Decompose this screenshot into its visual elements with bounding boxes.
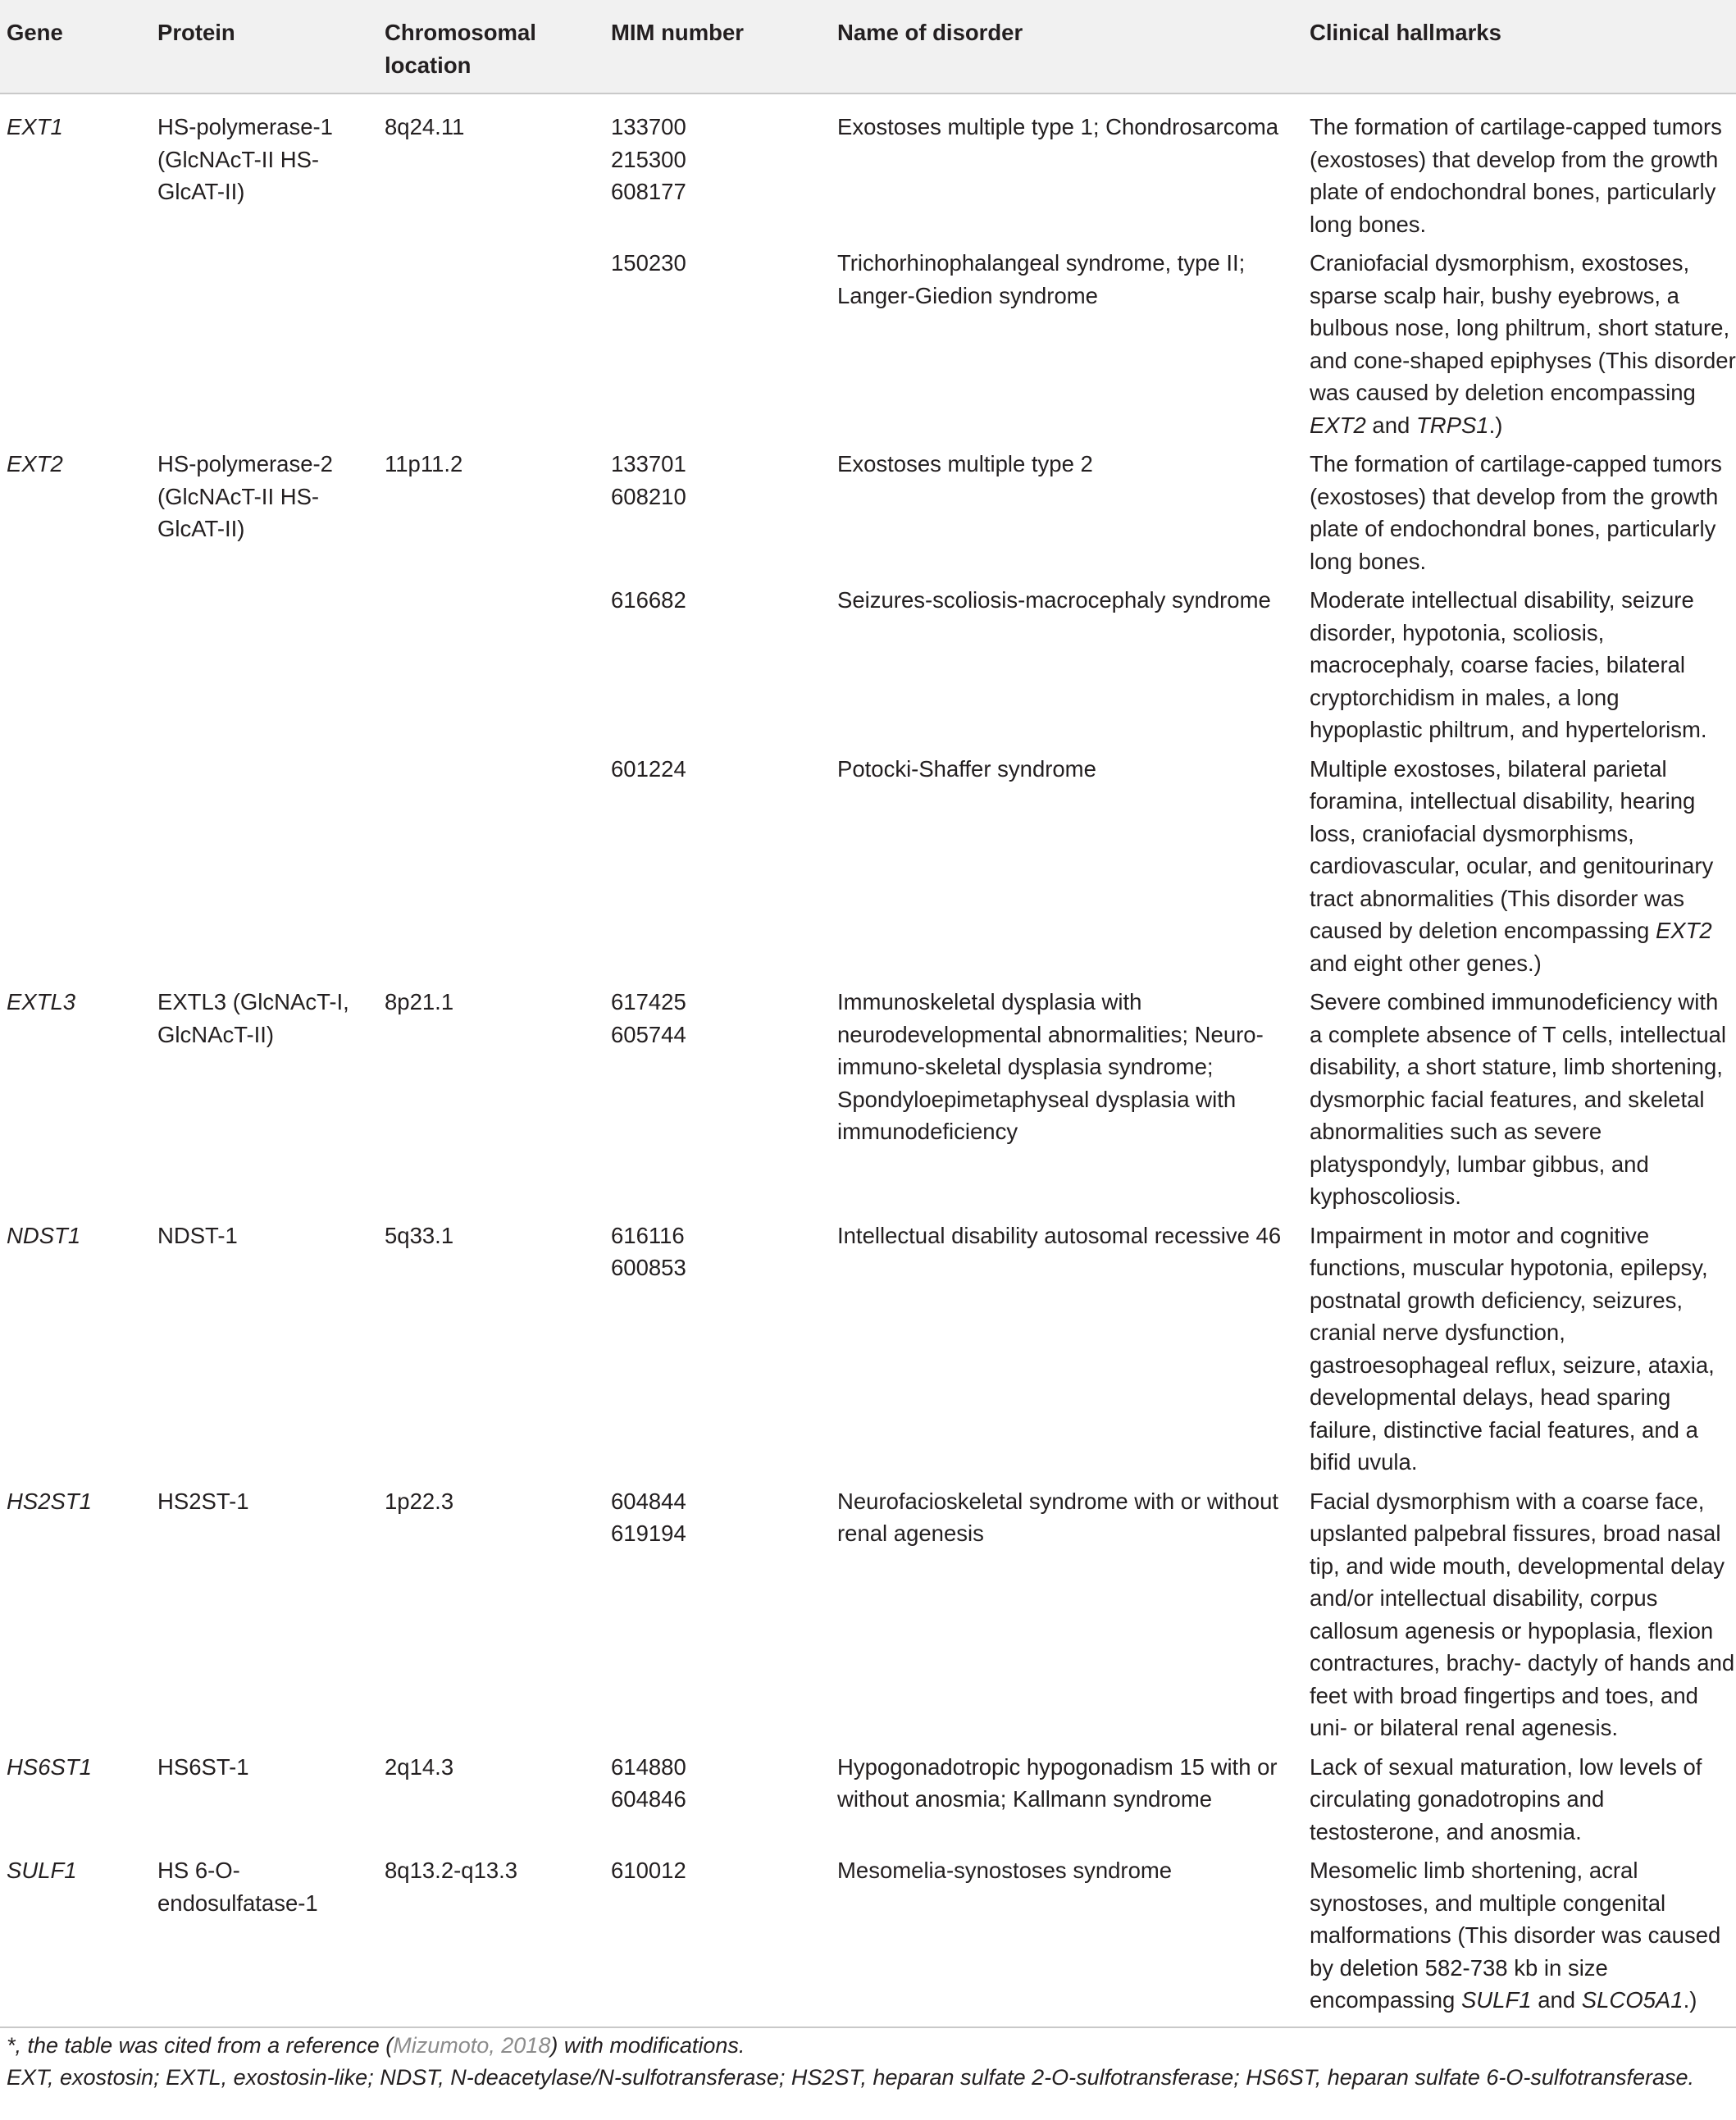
- citation-footnote: [7, 2030, 1729, 2062]
- gene-symbol-italic: EXT2: [1655, 918, 1712, 943]
- cell-protein: HS2ST-1: [157, 1488, 249, 1514]
- cell-protein: HS6ST-1: [157, 1753, 249, 1780]
- cell-disorder-name: Exostoses multiple type 1; Chondrosarcoma: [837, 114, 1279, 139]
- table-body: [0, 93, 1736, 2027]
- cell-chromosomal-location: [378, 247, 604, 448]
- cell-gene: EXT2: [7, 451, 63, 476]
- table-row: [0, 1854, 1736, 2027]
- cell-chromosomal-location: 8q24.11: [385, 114, 465, 139]
- cell-gene: HS2ST1: [7, 1488, 92, 1514]
- footnote-suffix: ) with modifications.: [550, 2033, 745, 2058]
- hallmark-text: .): [1488, 412, 1503, 438]
- cell-clinical-hallmarks: [1303, 1220, 1736, 1485]
- hallmark-text: Moderate intellectual disability, seizure disorder, hypotonia, scoliosis, macrocephaly, coarse facies, bilateral cryptorchidism in males, a long hypoplastic philtrum, and hypertelorism.: [1310, 587, 1707, 742]
- cell-clinical-hallmarks: [1303, 1485, 1736, 1751]
- cell-disorder-name: Mesomelia-synostoses syndrome: [831, 1854, 1303, 2027]
- cell-clinical-hallmarks: [1303, 986, 1736, 1220]
- cell-chromosomal-location: 8p21.1: [385, 989, 454, 1014]
- gene-symbol-italic: SLCO5A1: [1581, 1987, 1684, 2013]
- cell-protein: EXTL3 (GlcNAcT-I, GlcNAcT-II): [157, 989, 349, 1047]
- mim-number: 617425: [611, 989, 686, 1014]
- mim-number: 608177: [611, 179, 686, 204]
- mim-number: 600853: [611, 1255, 686, 1280]
- cell-chromosomal-location: 5q33.1: [385, 1222, 454, 1248]
- cell-protein: HS-polymerase-1 (GlcNAcT-II HS-GlcAT-II): [157, 114, 333, 204]
- mim-number: 150230: [611, 250, 686, 276]
- gene-symbol-italic: SULF1: [1460, 1987, 1532, 2013]
- mim-number: 619194: [611, 1520, 686, 1546]
- cell-disorder-name: Neurofacioskeletal syndrome with or without renal agenesis: [837, 1488, 1279, 1546]
- cell-clinical-hallmarks: [1303, 1854, 1736, 2027]
- cell-disorder-name: Trichorhinophalangeal syndrome, type II; Langer-Giedion syndrome: [837, 250, 1246, 308]
- cell-mim-numbers: [604, 753, 831, 987]
- cell-disorder-name: Immunoskeletal dysplasia with neurodevelopmental abnormalities; Neuro-immuno-skeletal dysplasia syndrome; Spondyloepimetaphyseal dysplasia with immunodeficiency: [837, 989, 1264, 1144]
- cell-protein: HS-polymerase-2 (GlcNAcT-II HS-GlcAT-II): [157, 451, 333, 541]
- cell-clinical-hallmarks: [1303, 93, 1736, 247]
- cell-clinical-hallmarks: [1303, 753, 1736, 987]
- cell-disorder-name: Exostoses multiple type 2: [837, 451, 1093, 476]
- header-chromosomal-location: Chromosomal location: [378, 0, 604, 93]
- table-row: [0, 93, 1736, 247]
- cell-disorder-name: Intellectual disability autosomal recessive 46: [837, 1222, 1282, 1248]
- abbreviations-footnote: EXT, exostosin; EXTL, exostosin-like; NDST, N-deacetylase/N-sulfotransferase; HS2ST, heparan sulfate 2-O-sulfotransferase; HS6ST, heparan sulfate 6-O-sulfotransferase.: [7, 2065, 1694, 2090]
- cell-clinical-hallmarks: [1303, 448, 1736, 584]
- mim-number: 608210: [611, 483, 686, 509]
- footnote-prefix: *, the table was cited from a reference (: [7, 2033, 394, 2058]
- hallmark-text: Impairment in motor and cognitive functions, muscular hypotonia, epilepsy, postnatal growth deficiency, seizures, cranial nerve dysfunction, gastroesophageal reflux, seizure, ataxia, developmental delays, head sparing failure, distinctive facial features, and a bifid uvula.: [1310, 1222, 1715, 1475]
- table-header-row: [0, 0, 1736, 93]
- cell-mim-numbers: [604, 584, 831, 753]
- cell-chromosomal-location: 11p11.2: [385, 451, 463, 476]
- header-name-of-disorder: Name of disorder: [831, 0, 1303, 93]
- hallmark-text: Facial dysmorphism with a coarse face, upslanted palpebral fissures, broad nasal tip, and wide mouth, developmental delay and/or intellectual disability, corpus callosum agenesis or hypoplasia, flexion contractures, brachy- dactyly of hands and feet with broad fingertips and toes, and uni- or bilateral renal agenesis.: [1310, 1488, 1735, 1740]
- table-row: [0, 753, 1736, 987]
- cell-disorder-name: Hypogonadotropic hypogonadism 15 with or without anosmia; Kallmann syndrome: [837, 1753, 1278, 1812]
- cell-mim-numbers: [604, 1220, 831, 1485]
- header-mim-number: MIM number: [604, 0, 831, 93]
- hallmark-text: and: [1365, 412, 1416, 438]
- hallmark-text: Craniofacial dysmorphism, exostoses, sparse scalp hair, bushy eyebrows, a bulbous nose, long philtrum, short stature, and cone-shaped epiphyses (This disorder was caused by deletion encompassing: [1310, 250, 1736, 405]
- mim-number: 616116: [611, 1222, 685, 1248]
- cell-mim-numbers: [604, 93, 831, 247]
- cell-protein: [151, 584, 378, 753]
- cell-protein: NDST-1: [157, 1222, 238, 1248]
- cell-chromosomal-location: [378, 753, 604, 987]
- mim-number: 610012: [611, 1858, 686, 1883]
- hallmark-text: The formation of cartilage-capped tumors (exostoses) that develop from the growth plate of endochondral bones, particularly long bones.: [1310, 451, 1722, 574]
- cell-protein: [151, 247, 378, 448]
- cell-mim-numbers: [604, 1751, 831, 1855]
- cell-mim-numbers: [604, 448, 831, 584]
- hallmark-text: Multiple exostoses, bilateral parietal foramina, intellectual disability, hearing loss, craniofacial dysmorphisms, cardiovascular, ocular, and genitourinary tract abnormalities (This disorder was caused by deletion encompassing: [1310, 755, 1714, 943]
- header-protein: Protein: [151, 0, 378, 93]
- cell-clinical-hallmarks: [1303, 1751, 1736, 1855]
- cell-gene: [0, 584, 151, 753]
- cell-chromosomal-location: [378, 584, 604, 753]
- cell-disorder-name: Seizures-scoliosis-macrocephaly syndrome: [837, 587, 1271, 613]
- cell-clinical-hallmarks: [1303, 584, 1736, 753]
- mim-number: 604846: [611, 1786, 686, 1812]
- cell-gene: EXT1: [7, 114, 63, 139]
- cell-mim-numbers: [604, 247, 831, 448]
- mim-number: 215300: [611, 146, 686, 172]
- mim-number: 133701: [611, 451, 686, 476]
- mim-number: 604844: [611, 1488, 686, 1514]
- hallmark-text: Mesomelic limb shortening, acral synostoses, and multiple congenital malformations (This disorder was caused by deletion 582-738 kb in size encompassing: [1310, 1858, 1721, 2013]
- cell-mim-numbers: [604, 1854, 831, 2027]
- mim-number: 616682: [611, 587, 686, 613]
- gene-symbol-italic: EXT2: [1310, 412, 1366, 438]
- mim-number: 601224: [611, 755, 686, 782]
- mim-number: 605744: [611, 1021, 686, 1047]
- cell-gene: EXTL3: [7, 989, 76, 1014]
- cell-mim-numbers: [604, 1485, 831, 1751]
- header-clinical-hallmarks: Clinical hallmarks: [1303, 0, 1736, 93]
- table-row: [0, 448, 1736, 584]
- hallmark-text: and: [1531, 1987, 1582, 2013]
- mim-number: 133700: [611, 114, 686, 139]
- cell-protein: HS 6-O-endosulfatase-1: [151, 1854, 378, 2027]
- table-row: [0, 584, 1736, 753]
- cell-gene: [0, 753, 151, 987]
- cell-gene: NDST1: [7, 1222, 81, 1248]
- cell-protein: [151, 753, 378, 987]
- hallmark-text: and eight other genes.): [1310, 950, 1542, 976]
- hallmark-text: Lack of sexual maturation, low levels of circulating gonadotropins and testosterone, and anosmia.: [1310, 1753, 1702, 1844]
- table-row: [0, 1751, 1736, 1855]
- cell-chromosomal-location: 1p22.3: [385, 1488, 454, 1514]
- cell-gene: [0, 247, 151, 448]
- table-row: [0, 986, 1736, 1220]
- hallmark-text: .): [1683, 1987, 1697, 2013]
- cell-mim-numbers: [604, 986, 831, 1220]
- cell-chromosomal-location: 2q14.3: [385, 1753, 454, 1780]
- table-row: [0, 1485, 1736, 1751]
- header-gene: Gene: [0, 0, 151, 93]
- cell-clinical-hallmarks: [1303, 247, 1736, 448]
- table-row: [0, 247, 1736, 448]
- hallmark-text: Severe combined immunodeficiency with a complete absence of T cells, intellectual disability, a short stature, limb shortening, dysmorphic facial features, and skeletal abnormalities such as severe platyspondyly, lumbar gibbus, and kyphoscoliosis.: [1310, 989, 1727, 1209]
- table-footnotes: [7, 2030, 1729, 2094]
- cell-gene: HS6ST1: [7, 1753, 92, 1780]
- cell-disorder-name: Potocki-Shaffer syndrome: [837, 755, 1096, 782]
- hallmark-text: The formation of cartilage-capped tumors (exostoses) that develop from the growth plate of endochondral bones, particularly long bones.: [1310, 114, 1722, 237]
- cell-gene: SULF1: [0, 1854, 151, 2027]
- table-row: [0, 1220, 1736, 1485]
- reference-link[interactable]: Mizumoto, 2018: [393, 2033, 551, 2058]
- mim-number: 614880: [611, 1753, 686, 1780]
- gene-symbol-italic: TRPS1: [1415, 412, 1489, 438]
- cell-chromosomal-location: 8q13.2-q13.3: [378, 1854, 604, 2027]
